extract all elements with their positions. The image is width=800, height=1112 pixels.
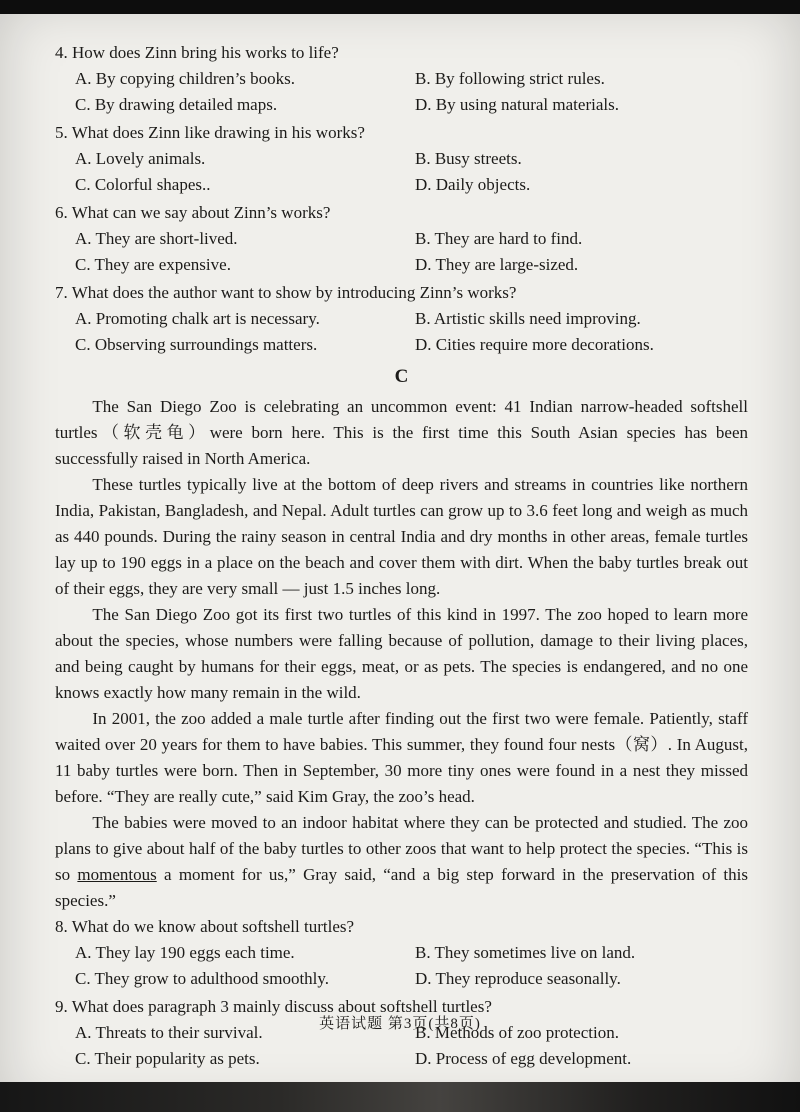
passage-paragraph-2: These turtles typically live at the bottom of deep rivers and streams in countries like northern India, Pakistan, Bangladesh, and Nepal. Adult turtles can grow up to 3.6 feet long and weigh as much as 440 pounds. During the rainy season in central India and dry months in other areas, female turtles lay up to 190 eggs in a place on the beach and cover them with dirt. When the baby turtles break out of their eggs, they are very small — just 1.5 inches long.: [55, 475, 748, 598]
reading-passage-c: [55, 394, 748, 914]
option-d: D. Daily objects.: [415, 175, 531, 194]
passage-paragraph-3: The San Diego Zoo got its first two turtles of this kind in 1997. The zoo hoped to learn more about the species, whose numbers were falling because of pollution, damage to their living places, and being caught by humans for their eggs, meat, or as pets. The species is endangered, and no one knows exactly how many remain in the wild.: [55, 605, 748, 702]
option-c: C. They grow to adulthood smoothly.: [75, 969, 330, 988]
scan-bottom-edge: [0, 1082, 800, 1112]
option-row: [75, 146, 748, 172]
option-row: [75, 66, 748, 92]
question-9: [55, 994, 748, 1072]
question-stem: 9. What does paragraph 3 mainly discuss about softshell turtles?: [55, 997, 492, 1016]
scan-top-edge: [0, 0, 800, 14]
page-footer: 英语试题 第3页(共8页): [319, 1016, 481, 1032]
option-a: A. Lovely animals.: [75, 149, 206, 168]
question-5: [55, 120, 748, 198]
option-a: A. Threats to their survival.: [75, 1023, 263, 1042]
paragraph-5-after: a moment for us,” Gray said, “and a big step forward in the preservation of this species.”: [55, 865, 748, 910]
option-c: C. Their popularity as pets.: [75, 1049, 260, 1068]
option-row: [75, 306, 748, 332]
question-stem: 7. What does the author want to show by introducing Zinn’s works?: [55, 283, 517, 302]
option-b: B. Busy streets.: [415, 149, 522, 168]
option-d: D. Cities require more decorations.: [415, 335, 654, 354]
option-a: A. Promoting chalk art is necessary.: [75, 309, 320, 328]
option-d: D. They reproduce seasonally.: [415, 969, 621, 988]
question-stem: 4. How does Zinn bring his works to life?: [55, 43, 339, 62]
question-options: [55, 226, 748, 278]
option-b: B. They sometimes live on land.: [415, 943, 636, 962]
underlined-word-momentous: momentous: [77, 865, 157, 884]
question-stem: 6. What can we say about Zinn’s works?: [55, 203, 331, 222]
option-a: A. They lay 190 eggs each time.: [75, 943, 295, 962]
question-stem: 5. What does Zinn like drawing in his works?: [55, 123, 365, 142]
passage-paragraph-4: In 2001, the zoo added a male turtle after finding out the first two were female. Patiently, staff waited over 20 years for them to have babies. This summer, they found four nests（窝）. In August, 11 baby turtles were born. Then in September, 30 more tiny ones were found in a nest they missed before. “They are really cute,” said Kim Gray, the zoo’s head.: [55, 709, 748, 806]
option-d: D. By using natural materials.: [415, 95, 619, 114]
option-a: A. By copying children’s books.: [75, 69, 296, 88]
option-b: B. They are hard to find.: [415, 229, 583, 248]
option-c: C. They are expensive.: [75, 255, 231, 274]
question-options: [55, 146, 748, 198]
option-row: [75, 252, 748, 278]
option-b: B. Artistic skills need improving.: [415, 309, 641, 328]
passage-paragraph-5: [55, 810, 748, 914]
option-d: D. They are large-sized.: [415, 255, 579, 274]
option-row: [75, 92, 748, 118]
option-row: [75, 332, 748, 358]
option-c: C. Colorful shapes..: [75, 175, 211, 194]
question-options: [55, 940, 748, 992]
option-c: C. Observing surroundings matters.: [75, 335, 318, 354]
option-d: D. Process of egg development.: [415, 1049, 632, 1068]
option-row: [75, 1046, 748, 1072]
section-label-c: C: [394, 366, 409, 387]
question-options: [55, 66, 748, 118]
option-row: [75, 940, 748, 966]
question-options: [55, 306, 748, 358]
question-6: [55, 200, 748, 278]
question-4: [55, 40, 748, 118]
option-row: [75, 172, 748, 198]
option-b: B. By following strict rules.: [415, 69, 605, 88]
page-content: [55, 40, 748, 1074]
option-a: A. They are short-lived.: [75, 229, 238, 248]
option-row: [75, 226, 748, 252]
option-c: C. By drawing detailed maps.: [75, 95, 278, 114]
paragraph-5-before: The babies were moved to an indoor habitat where they can be protected and studied. The zoo plans to give about half of the baby turtles to other zoos that want to help protect the species. “This is so: [55, 813, 748, 884]
question-stem: 8. What do we know about softshell turtles?: [55, 917, 355, 936]
option-row: [75, 966, 748, 992]
passage-paragraph-1: The San Diego Zoo is celebrating an uncommon event: 41 Indian narrow-headed softshell turtles（软壳龟）were born here. This is the first time this South Asian species has been successfully raised in North America.: [55, 397, 748, 468]
question-7: [55, 280, 748, 358]
option-b: B. Methods of zoo protection.: [415, 1023, 619, 1042]
question-8: [55, 914, 748, 992]
